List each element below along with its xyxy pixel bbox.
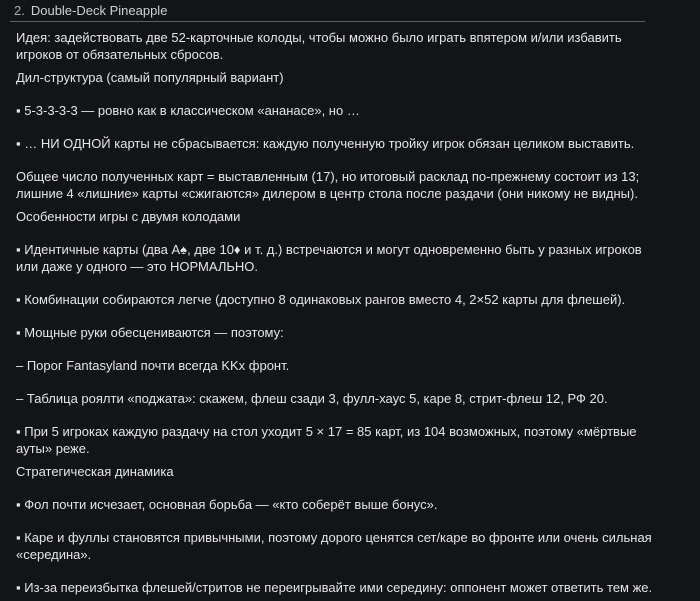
identical-cards-line-1: ▪ Идентичные карты (два A♠, две 10♦ и т. д.) встречаются и могут одновременно быть у разных игроков [16,242,642,257]
answer-content [16,29,656,596]
royalty-line: – Таблица роялти «поджата»: скажем, флеш сзади 3, фулл-хаус 5, каре 8, стрит-флеш 12, РФ 20. [16,391,608,406]
idea-line-1: Идея: задействовать две 52-карточные колоды, чтобы можно было играть впятером и/или избавить [16,30,622,45]
section-heading [14,2,167,19]
idea-line-2: игроков от обязательных сбросов. [16,47,224,62]
strategy-heading: Стратегическая динамика [16,464,174,479]
heading-divider [10,21,645,22]
quads-bullet-line-1: ▪ Каре и фуллы становятся привычными, поэтому дорого ценятся сет/каре во фронте или очень сильная [16,530,652,545]
two-decks-heading: Особенности игры с двумя колодами [16,209,241,224]
strong-hands-bullet: ▪ Мощные руки обесцениваются — поэтому: [16,325,284,340]
section-number: 2. [14,3,25,18]
foul-bullet: ▪ Фол почти исчезает, основная борьба — «кто соберёт выше бонус». [16,497,438,512]
quads-bullet-line-2: «середина». [16,547,92,562]
flush-bullet: ▪ Из-за переизбытка флешей/стритов не переигрывайте ими середину: оппонент может ответить тем же. [16,580,653,595]
five-players-line-1: ▪ При 5 игроках каждую раздачу на стол уходит 5 × 17 = 85 карт, из 104 возможных, поэтому «мёртвые [16,424,637,439]
deal-structure-heading: Дил-структура (самый популярный вариант) [16,70,284,85]
section-title: Double-Deck Pineapple [30,3,168,18]
total-cards-line-1: Общее число полученных карт = выставленным (17), но итоговый расклад по-прежнему состоит из 13; [16,169,640,184]
identical-cards-line-2: или даже у одного — это НОРМАЛЬНО. [16,259,259,274]
deal-bullet-1: ▪ 5-3-3-3-3 — ровно как в классическом «ананасе», но … [16,103,360,118]
fantasyland-line: – Порог Fantasyland почти всегда KKx фронт. [16,358,290,373]
scrollbar-track[interactable] [692,0,700,601]
deal-bullet-2: ▪ … НИ ОДНОЙ карты не сбрасывается: каждую полученную тройку игрок обязан целиком выставить. [16,136,635,151]
five-players-line-2: ауты» реже. [16,441,90,456]
total-cards-line-2: лишние 4 «лишние» карты «сжигаются» дилером в центр стола после раздачи (они никому не видны). [16,186,638,201]
combos-bullet: ▪ Комбинации собираются легче (доступно 8 одинаковых рангов вместо 4, 2×52 карты для флешей). [16,292,626,307]
